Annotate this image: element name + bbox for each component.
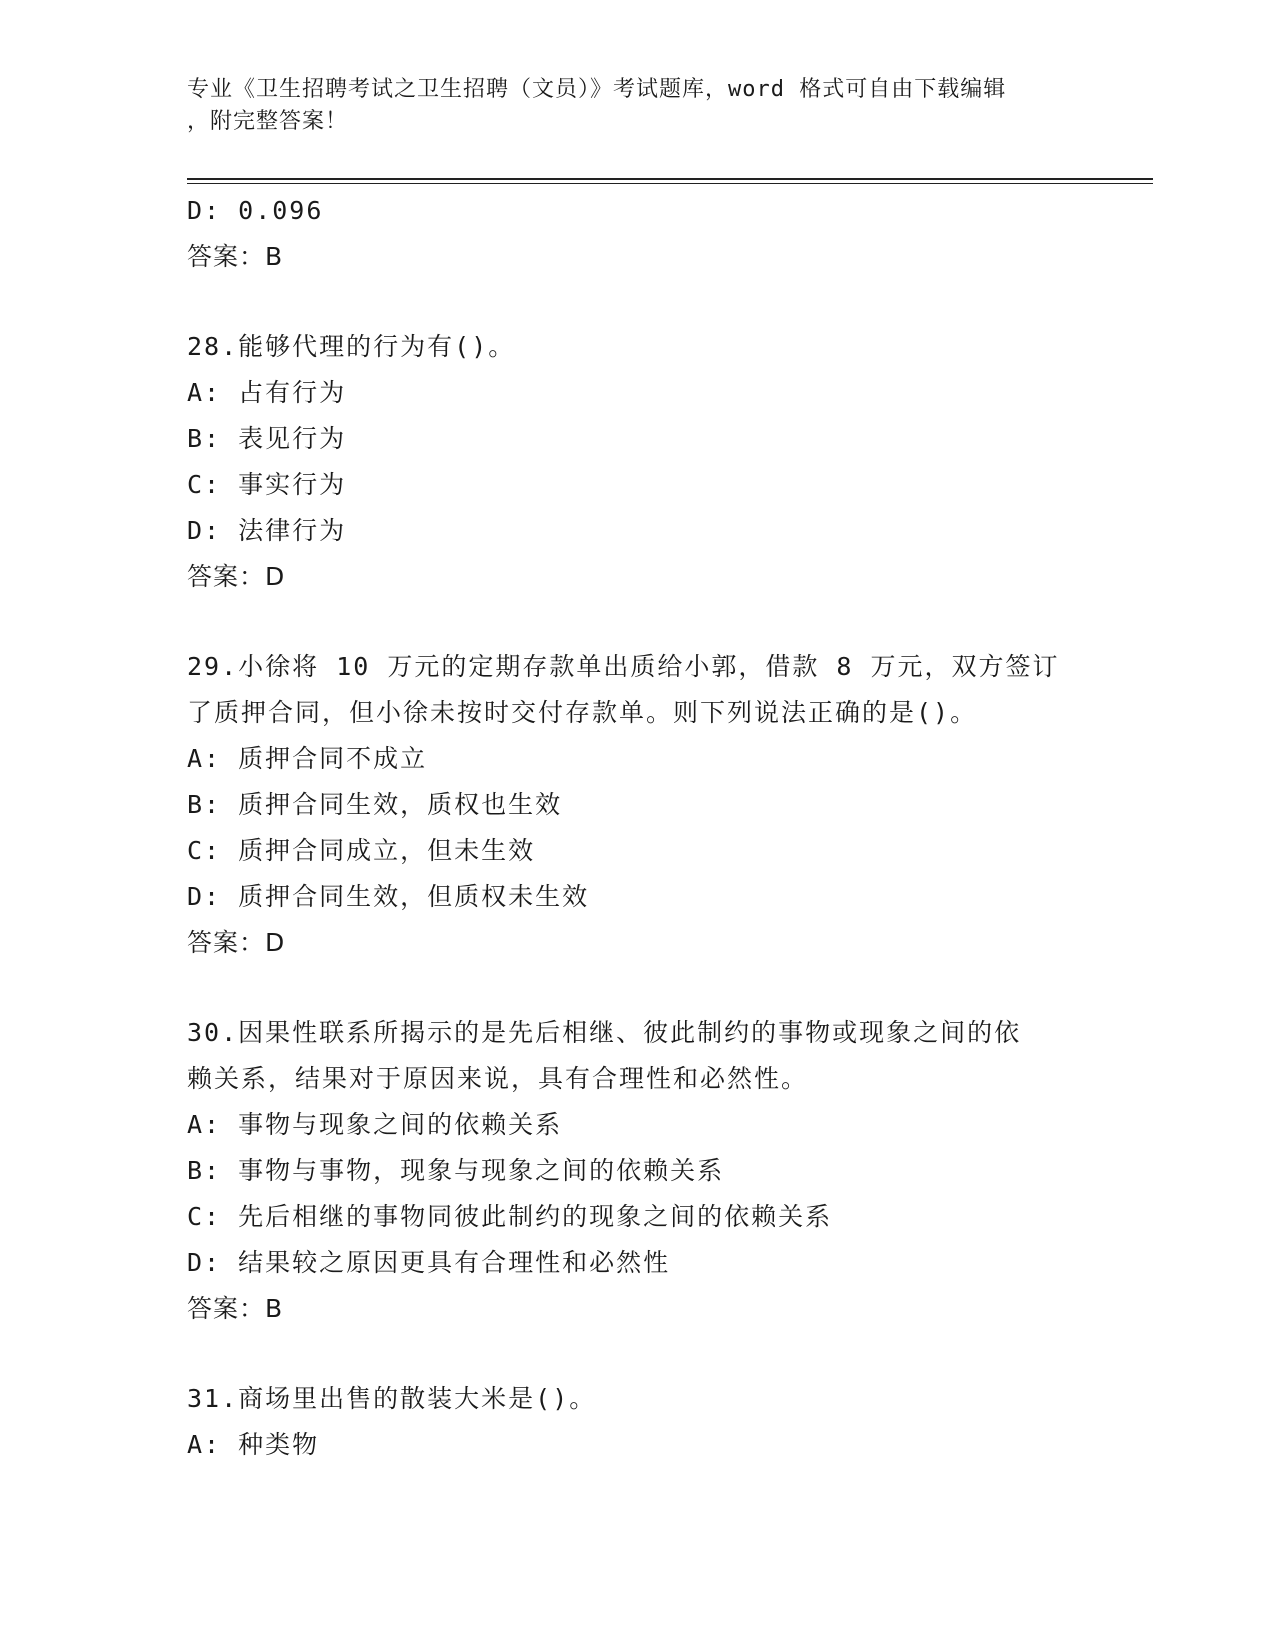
answer-line: 答案：D bbox=[187, 928, 286, 957]
question-stem-line-2: 了质押合同，但小徐未按时交付存款单。则下列说法正确的是()。 bbox=[187, 698, 978, 727]
answer-line: 答案：D bbox=[187, 562, 286, 591]
question-stem-line-1: 30.因果性联系所揭示的是先后相继、彼此制约的事物或现象之间的依 bbox=[187, 1018, 1022, 1047]
option-b: B: 事物与事物，现象与现象之间的依赖关系 bbox=[187, 1156, 725, 1185]
header-line-2: ，附完整答案！ bbox=[187, 109, 349, 134]
option-a: A: 种类物 bbox=[187, 1430, 320, 1459]
question-31 bbox=[187, 1376, 1087, 1468]
option-c: C: 先后相继的事物同彼此制约的现象之间的依赖关系 bbox=[187, 1202, 833, 1231]
option-c: C: 质押合同成立，但未生效 bbox=[187, 836, 536, 865]
option-a: A: 占有行为 bbox=[187, 378, 347, 407]
option-d: D: 质押合同生效，但质权未生效 bbox=[187, 882, 590, 911]
question-30 bbox=[187, 1010, 1087, 1332]
option-d: D: 结果较之原因更具有合理性和必然性 bbox=[187, 1248, 671, 1277]
header-divider-top bbox=[187, 178, 1153, 180]
option-d: D: 0.096 bbox=[187, 196, 324, 225]
question-list bbox=[187, 188, 1087, 1468]
answer-line: 答案：B bbox=[187, 242, 284, 271]
option-a: A: 质押合同不成立 bbox=[187, 744, 428, 773]
question-stem: 31.商场里出售的散装大米是()。 bbox=[187, 1384, 597, 1413]
answer-line: 答案：B bbox=[187, 1294, 284, 1323]
option-d: D: 法律行为 bbox=[187, 516, 347, 545]
question-stem-line-2: 赖关系，结果对于原因来说，具有合理性和必然性。 bbox=[187, 1064, 809, 1093]
question-stem: 28.能够代理的行为有()。 bbox=[187, 332, 516, 361]
option-b: B: 表见行为 bbox=[187, 424, 347, 453]
option-a: A: 事物与现象之间的依赖关系 bbox=[187, 1110, 563, 1139]
question-29 bbox=[187, 644, 1087, 966]
header-line-1: 专业《卫生招聘考试之卫生招聘（文员）》考试题库，word 格式可自由下载编辑 bbox=[187, 77, 1007, 102]
question-stem-line-1: 29.小徐将 10 万元的定期存款单出质给小郭，借款 8 万元，双方签订 bbox=[187, 652, 1060, 681]
option-b: B: 质押合同生效，质权也生效 bbox=[187, 790, 563, 819]
page-header bbox=[187, 74, 1087, 138]
header-divider-bottom bbox=[187, 183, 1153, 184]
option-c: C: 事实行为 bbox=[187, 470, 347, 499]
previous-question-tail bbox=[187, 188, 1087, 280]
question-28 bbox=[187, 324, 1087, 600]
